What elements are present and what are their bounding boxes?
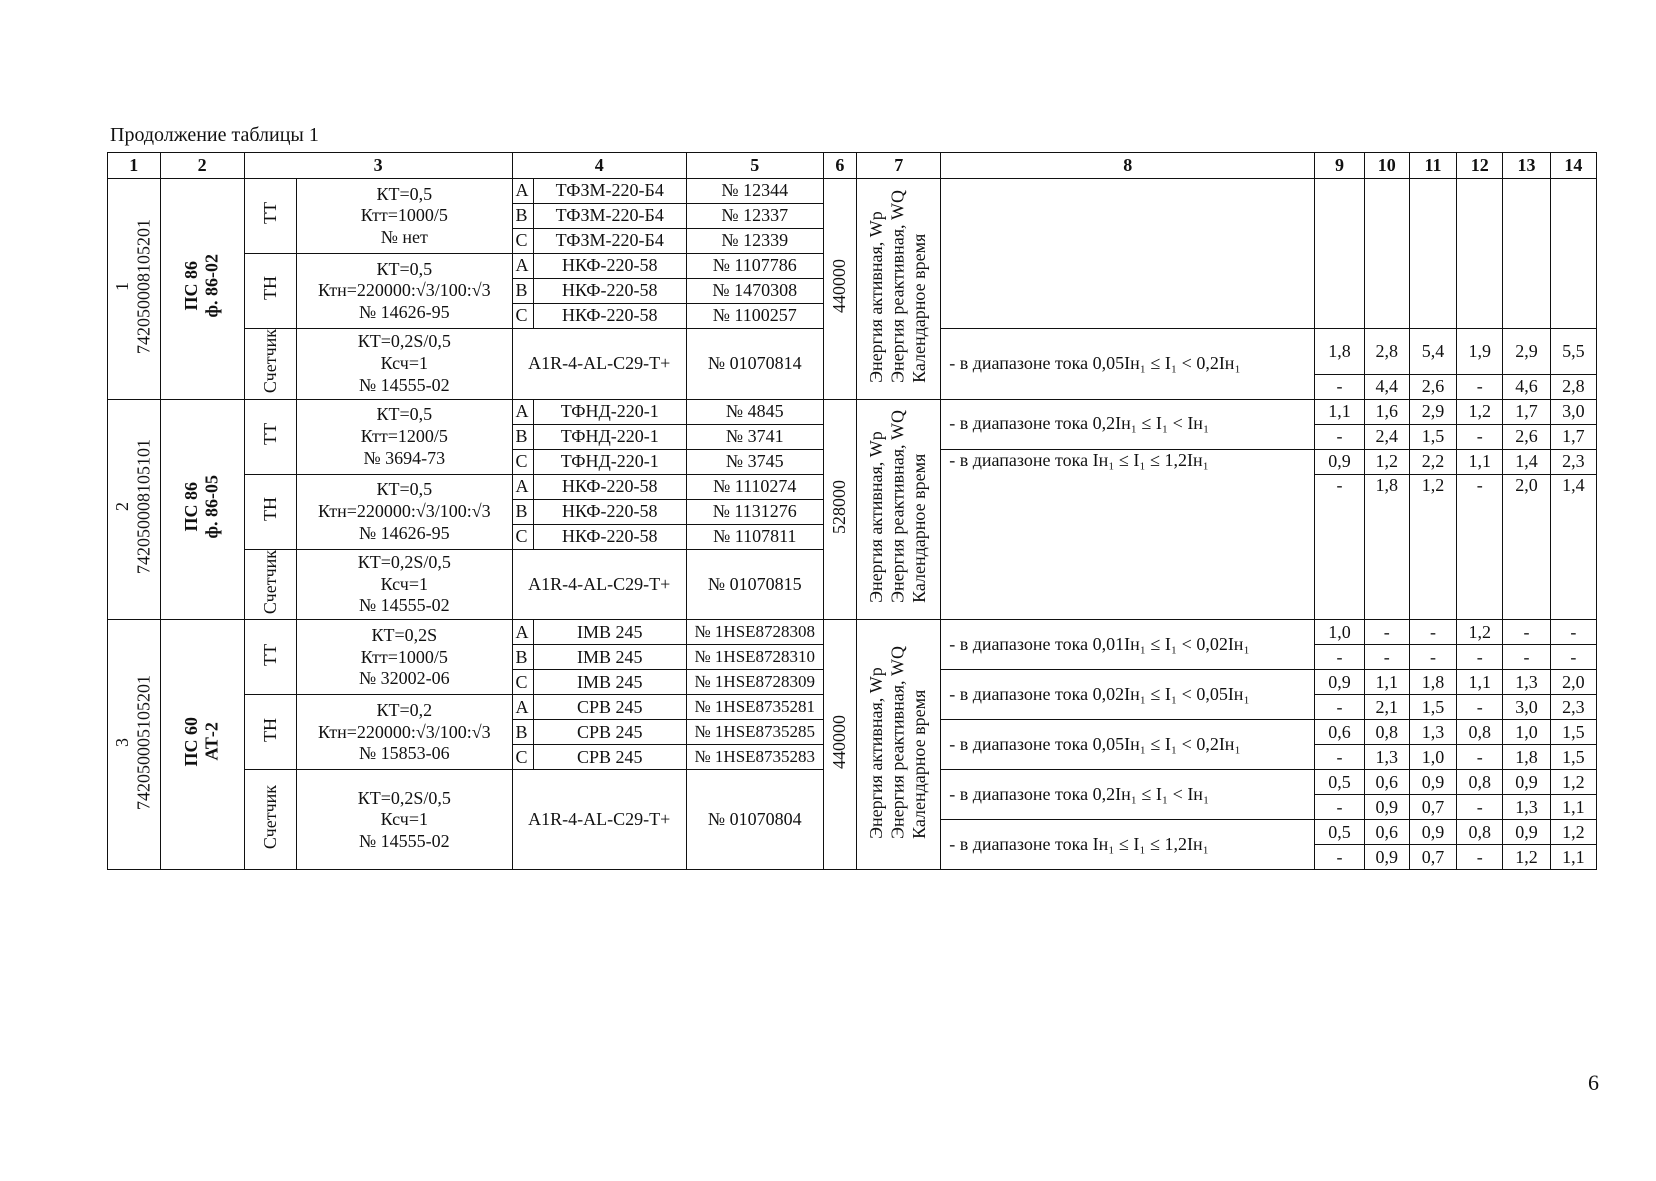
meter-type-cell: A1R-4-AL-C29-T+ [512, 549, 686, 620]
value-cell: 2,0 [1503, 474, 1550, 620]
value-cell: 2,4 [1364, 424, 1409, 449]
device-type-cell: CPB 245 [533, 745, 686, 770]
meter-serial-cell: № 01070815 [686, 549, 823, 620]
phase-cell: С [512, 745, 533, 770]
column-header: 9 [1315, 153, 1364, 179]
column-header: 4 [512, 153, 686, 179]
serial-number-cell: № 1110274 [686, 474, 823, 499]
value-cell: 1,8 [1364, 474, 1409, 620]
object-name-cell: ПС 86 ф. 86-05 [160, 399, 244, 620]
value-cell: - [1503, 620, 1550, 645]
tt-params-cell: КТ=0,5 Ктт=1200/5 № 3694-73 [297, 399, 512, 474]
serial-number-cell: № 4845 [686, 399, 823, 424]
measurement-table [107, 152, 1597, 870]
value-cell: 1,0 [1503, 720, 1550, 745]
value-cell: - [1457, 795, 1503, 820]
value-cell: 0,9 [1315, 449, 1364, 474]
value-cell: - [1457, 695, 1503, 720]
value-cell: 1,5 [1409, 424, 1456, 449]
value-cell: 1,1 [1550, 845, 1596, 870]
value-cell: 5,4 [1409, 329, 1456, 375]
phase-cell: А [512, 695, 533, 720]
current-range-cell: - в диапазоне тока 0,05Iн₁ ≤ I₁ < 0,2Iн₁ [941, 329, 1315, 400]
value-cell: 1,2 [1364, 449, 1409, 474]
header-row [108, 153, 1597, 179]
value-cell: 1,2 [1457, 620, 1503, 645]
device-type-cell: IMB 245 [533, 620, 686, 645]
column-header: 13 [1503, 153, 1550, 179]
point-number-cell: 2 742050008105101 [108, 399, 161, 620]
serial-number-cell: № 3745 [686, 449, 823, 474]
value-cell: 2,2 [1409, 449, 1456, 474]
voltage-cell: 440000 [823, 620, 857, 870]
meter-serial-cell: № 01070814 [686, 329, 823, 400]
current-range-cell: - в диапазоне тока 0,02Iн₁ ≤ I₁ < 0,05Iн₁ [941, 670, 1315, 720]
value-cell: 0,6 [1315, 720, 1364, 745]
device-type-cell: НКФ-220-58 [533, 304, 686, 329]
value-cell: 5,5 [1550, 329, 1596, 375]
value-cell: 2,3 [1550, 695, 1596, 720]
value-cell: 1,2 [1550, 820, 1596, 845]
tt-label-cell: ТТ [244, 179, 297, 254]
phase-cell: А [512, 399, 533, 424]
value-cell: - [1409, 645, 1456, 670]
device-type-cell: ТФЗМ-220-Б4 [533, 204, 686, 229]
value-cell: - [1550, 620, 1596, 645]
value-cell: 1,8 [1409, 670, 1456, 695]
serial-number-cell: № 1HSE8735281 [686, 695, 823, 720]
measured-values-cell: Энергия активная, Wр Энергия реактивная, WQ Календарное время [857, 179, 941, 400]
value-cell: - [1364, 620, 1409, 645]
serial-number-cell: № 1107811 [686, 524, 823, 549]
tt-label-cell: ТТ [244, 399, 297, 474]
value-cell: 0,7 [1409, 845, 1456, 870]
value-cell: - [1315, 845, 1364, 870]
serial-number-cell: № 1131276 [686, 499, 823, 524]
tn-label-cell: ТН [244, 254, 297, 329]
value-cell: - [1315, 745, 1364, 770]
value-cell: 1,2 [1503, 845, 1550, 870]
value-cell: 1,4 [1550, 474, 1596, 620]
phase-cell: А [512, 474, 533, 499]
value-cell: - [1457, 645, 1503, 670]
value-cell: 1,1 [1315, 399, 1364, 424]
column-header: 12 [1457, 153, 1503, 179]
device-type-cell: ТФЗМ-220-Б4 [533, 229, 686, 254]
tn-label-cell: ТН [244, 474, 297, 549]
current-range-cell: - в диапазоне тока Iн₁ ≤ I₁ ≤ 1,2Iн₁ [941, 449, 1315, 620]
device-type-cell: НКФ-220-58 [533, 474, 686, 499]
measured-values-cell: Энергия активная, Wр Энергия реактивная, WQ Календарное время [857, 399, 941, 620]
value-cell: - [1315, 424, 1364, 449]
value-cell: 1,5 [1550, 745, 1596, 770]
value-cell: - [1315, 695, 1364, 720]
value-cell: - [1315, 374, 1364, 399]
value-cell: 0,7 [1409, 795, 1456, 820]
current-range-cell: - в диапазоне тока 0,01Iн₁ ≤ I₁ < 0,02Iн₁ [941, 620, 1315, 670]
value-cell: 1,3 [1503, 795, 1550, 820]
value-cell: 1,1 [1457, 670, 1503, 695]
phase-cell: А [512, 254, 533, 279]
value-cell: 1,2 [1409, 474, 1456, 620]
device-type-cell: CPB 245 [533, 695, 686, 720]
value-cell: - [1315, 645, 1364, 670]
current-range-cell: - в диапазоне тока 0,2Iн₁ ≤ I₁ < Iн₁ [941, 399, 1315, 449]
value-cell: - [1457, 374, 1503, 399]
phase-cell: В [512, 424, 533, 449]
meter-params-cell: КТ=0,2S/0,5 Ксч=1 № 14555-02 [297, 770, 512, 870]
value-cell: 1,0 [1315, 620, 1364, 645]
value-cell: 0,9 [1409, 770, 1456, 795]
tt-params-cell: КТ=0,2S Ктт=1000/5 № 32002-06 [297, 620, 512, 695]
value-cell: 1,5 [1550, 720, 1596, 745]
value-cell: 0,9 [1364, 845, 1409, 870]
value-cell: 2,3 [1550, 449, 1596, 474]
object-name-cell: ПС 86 ф. 86-02 [160, 179, 244, 400]
table-caption: Продолжение таблицы 1 [110, 124, 319, 146]
column-header: 5 [686, 153, 823, 179]
range-cell-empty [941, 179, 1315, 329]
point-number-cell: 1 742050008105201 [108, 179, 161, 400]
value-cell: 2,6 [1503, 424, 1550, 449]
device-type-cell: ТФЗМ-220-Б4 [533, 179, 686, 204]
column-header: 1 [108, 153, 161, 179]
current-range-cell: - в диапазоне тока 0,05Iн₁ ≤ I₁ < 0,2Iн₁ [941, 720, 1315, 770]
value-cell: 0,5 [1315, 770, 1364, 795]
value-cell: - [1409, 620, 1456, 645]
serial-number-cell: № 1HSE8728308 [686, 620, 823, 645]
value-cell: 1,3 [1364, 745, 1409, 770]
value-cell: 0,5 [1315, 820, 1364, 845]
phase-cell: В [512, 204, 533, 229]
device-type-cell: НКФ-220-58 [533, 499, 686, 524]
tt-label-cell: ТТ [244, 620, 297, 695]
serial-number-cell: № 1HSE8735283 [686, 745, 823, 770]
device-type-cell: ТФНД-220-1 [533, 399, 686, 424]
meter-params-cell: КТ=0,2S/0,5 Ксч=1 № 14555-02 [297, 329, 512, 400]
value-cell: 2,9 [1503, 329, 1550, 375]
value-cell: 0,9 [1503, 820, 1550, 845]
value-cell: - [1364, 645, 1409, 670]
value-cell: 1,8 [1503, 745, 1550, 770]
value-cell: 1,1 [1457, 449, 1503, 474]
value-cell: 2,0 [1550, 670, 1596, 695]
phase-cell: В [512, 720, 533, 745]
phase-cell: С [512, 670, 533, 695]
phase-cell: С [512, 449, 533, 474]
value-cell: 3,0 [1503, 695, 1550, 720]
value-cell: 1,5 [1409, 695, 1456, 720]
tn-label-cell: ТН [244, 695, 297, 770]
column-header: 7 [857, 153, 941, 179]
point-number-cell: 3 742050005105201 [108, 620, 161, 870]
tn-params-cell: КТ=0,2 Ктн=220000:√3/100:√3 № 15853-06 [297, 695, 512, 770]
value-cell: 1,6 [1364, 399, 1409, 424]
value-cell: - [1550, 645, 1596, 670]
device-type-cell: НКФ-220-58 [533, 279, 686, 304]
voltage-cell: 440000 [823, 179, 857, 400]
serial-number-cell: № 12339 [686, 229, 823, 254]
value-cell: 1,9 [1457, 329, 1503, 375]
value-cell: 0,9 [1315, 670, 1364, 695]
value-cell: 1,2 [1550, 770, 1596, 795]
phase-cell: С [512, 304, 533, 329]
phase-cell: В [512, 645, 533, 670]
meter-params-cell: КТ=0,2S/0,5 Ксч=1 № 14555-02 [297, 549, 512, 620]
tn-params-cell: КТ=0,5 Ктн=220000:√3/100:√3 № 14626-95 [297, 474, 512, 549]
value-cell: - [1315, 474, 1364, 620]
device-type-cell: ТФНД-220-1 [533, 424, 686, 449]
value-cell: 1,7 [1550, 424, 1596, 449]
value-cell: - [1457, 745, 1503, 770]
phase-cell: А [512, 620, 533, 645]
value-cell: 2,9 [1409, 399, 1456, 424]
value-cell: 1,2 [1457, 399, 1503, 424]
value-cell: 0,8 [1364, 720, 1409, 745]
serial-number-cell: № 1107786 [686, 254, 823, 279]
device-type-cell: НКФ-220-58 [533, 524, 686, 549]
value-cell: 0,9 [1503, 770, 1550, 795]
page-number: 6 [1588, 1070, 1599, 1095]
serial-number-cell: № 1HSE8728309 [686, 670, 823, 695]
column-header: 3 [244, 153, 512, 179]
column-header: 10 [1364, 153, 1409, 179]
serial-number-cell: № 1100257 [686, 304, 823, 329]
value-cell: 1,3 [1409, 720, 1456, 745]
serial-number-cell: № 1HSE8728310 [686, 645, 823, 670]
tn-params-cell: КТ=0,5 Ктн=220000:√3/100:√3 № 14626-95 [297, 254, 512, 329]
value-cell: 0,6 [1364, 820, 1409, 845]
value-cell: - [1457, 474, 1503, 620]
object-name-cell: ПС 60 АТ-2 [160, 620, 244, 870]
value-cell: 1,1 [1364, 670, 1409, 695]
meter-label-cell: Счетчик [244, 549, 297, 620]
serial-number-cell: № 12344 [686, 179, 823, 204]
value-cell: 2,8 [1364, 329, 1409, 375]
current-range-cell: - в диапазоне тока 0,2Iн₁ ≤ I₁ < Iн₁ [941, 770, 1315, 820]
value-cell: - [1315, 795, 1364, 820]
value-cell: - [1457, 845, 1503, 870]
value-cell: 2,6 [1409, 374, 1456, 399]
value-cell: 2,1 [1364, 695, 1409, 720]
phase-cell: С [512, 524, 533, 549]
measured-values-cell: Энергия активная, Wр Энергия реактивная, WQ Календарное время [857, 620, 941, 870]
voltage-cell: 528000 [823, 399, 857, 620]
serial-number-cell: № 1470308 [686, 279, 823, 304]
value-cell: 4,4 [1364, 374, 1409, 399]
value-cell: 1,7 [1503, 399, 1550, 424]
device-type-cell: IMB 245 [533, 645, 686, 670]
value-cell: 1,8 [1315, 329, 1364, 375]
value-cell: 1,3 [1503, 670, 1550, 695]
column-header: 14 [1550, 153, 1596, 179]
phase-cell: В [512, 279, 533, 304]
value-cell: 0,9 [1364, 795, 1409, 820]
column-header: 8 [941, 153, 1315, 179]
column-header: 2 [160, 153, 244, 179]
serial-number-cell: № 3741 [686, 424, 823, 449]
value-cell: 1,4 [1503, 449, 1550, 474]
serial-number-cell: № 1HSE8735285 [686, 720, 823, 745]
phase-cell: А [512, 179, 533, 204]
device-type-cell: НКФ-220-58 [533, 254, 686, 279]
meter-label-cell: Счетчик [244, 329, 297, 400]
current-range-cell: - в диапазоне тока Iн₁ ≤ I₁ ≤ 1,2Iн₁ [941, 820, 1315, 870]
value-cell: 0,9 [1409, 820, 1456, 845]
device-type-cell: ТФНД-220-1 [533, 449, 686, 474]
value-cell: 4,6 [1503, 374, 1550, 399]
device-type-cell: IMB 245 [533, 670, 686, 695]
device-type-cell: CPB 245 [533, 720, 686, 745]
phase-cell: С [512, 229, 533, 254]
value-cell: - [1503, 645, 1550, 670]
meter-type-cell: A1R-4-AL-C29-T+ [512, 329, 686, 400]
meter-label-cell: Счетчик [244, 770, 297, 870]
value-cell: 0,8 [1457, 770, 1503, 795]
value-cell: 0,8 [1457, 720, 1503, 745]
value-cell: 1,1 [1550, 795, 1596, 820]
value-cell: 0,6 [1364, 770, 1409, 795]
serial-number-cell: № 12337 [686, 204, 823, 229]
phase-cell: В [512, 499, 533, 524]
value-cell: 0,8 [1457, 820, 1503, 845]
meter-type-cell: A1R-4-AL-C29-T+ [512, 770, 686, 870]
column-header: 6 [823, 153, 857, 179]
value-cell: 3,0 [1550, 399, 1596, 424]
meter-serial-cell: № 01070804 [686, 770, 823, 870]
column-header: 11 [1409, 153, 1456, 179]
value-cell: 2,8 [1550, 374, 1596, 399]
value-cell: 1,0 [1409, 745, 1456, 770]
tt-params-cell: КТ=0,5 Ктт=1000/5 № нет [297, 179, 512, 254]
value-cell: - [1457, 424, 1503, 449]
